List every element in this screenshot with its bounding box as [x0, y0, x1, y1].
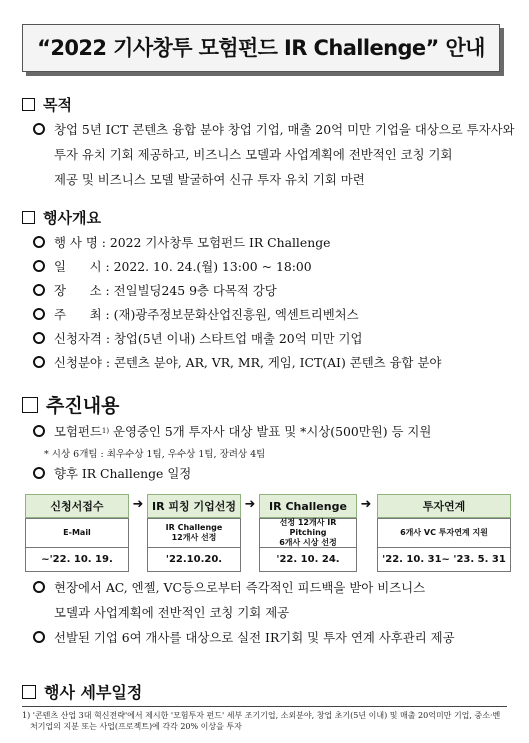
square-bullet-icon: [22, 98, 35, 111]
overview-item: 장 소 : 전일빌딩245 9층 다목적 강당: [33, 279, 513, 302]
section-purpose-heading: 목적: [22, 94, 72, 115]
circle-bullet-icon: [33, 308, 45, 320]
overview-item: 신청자격 : 창업(5년 이내) 스타트업 매출 20억 미만 기업: [33, 327, 513, 350]
stage-date: ~'22. 10. 19.: [25, 548, 129, 572]
circle-bullet-icon: [33, 260, 45, 272]
progress-item: 모험펀드 1) 운영중인 5개 투자사 대상 발표 및 *시상(500만원) 등 지원: [33, 420, 513, 443]
stage-date: '22.10.20.: [147, 548, 241, 572]
circle-bullet-icon: [33, 236, 45, 248]
circle-bullet-icon: [33, 332, 45, 344]
progress-item: 향후 IR Challenge 일정: [33, 462, 513, 485]
arrow-right-icon: ➜: [360, 497, 372, 512]
overview-item: 일 시 : 2022. 10. 24.(월) 13:00 ~ 18:00: [33, 255, 513, 278]
purpose-line-3: 제공 및 비즈니스 모델 발굴하여 신규 투자 유치 기회 마련: [54, 172, 365, 187]
arrow-right-icon: ➜: [132, 497, 144, 512]
circle-bullet-icon: [33, 425, 45, 437]
progress-item: 선발된 기업 6여 개사를 대상으로 실전 IR기회 및 투자 연계 사후관리 제공: [33, 626, 513, 649]
stage-title: 투자연계: [377, 494, 511, 518]
square-bullet-icon: [22, 211, 35, 224]
section-progress-heading: 추진내용: [22, 391, 119, 418]
section-schedule-heading: 행사 세부일정: [22, 680, 142, 703]
circle-bullet-icon: [33, 123, 45, 135]
overview-item: 주 최 : (재)광주정보문화산업진흥원, 엑센트리벤처스: [33, 303, 513, 326]
stage-body: 6개사 VC 투자연계 지원: [377, 518, 511, 548]
purpose-line-2: 투자 유치 기회 제공하고, 비즈니스 모델과 사업계획에 전반적인 코칭 기회: [54, 147, 453, 162]
progress-line-cont: 모델과 사업계획에 전반적인 코칭 기회 제공: [54, 605, 290, 620]
purpose-item: 창업 5년 ICT 콘텐츠 융합 분야 창업 기업, 매출 20억 미만 기업을 대상으로 투자사와: [33, 118, 513, 141]
square-bullet-icon: [22, 685, 36, 699]
circle-bullet-icon: [33, 356, 45, 368]
award-note: * 시상 6개팀 : 최우수상 1팀, 우수상 1팀, 장려상 4팀: [44, 449, 266, 460]
stage-date: '22. 10. 31~ '23. 5. 31: [377, 548, 511, 572]
square-bullet-icon: [22, 397, 38, 413]
progress-item: 현장에서 AC, 엔젤, VC등으로부터 즉각적인 피드백을 받아 비즈니스: [33, 576, 513, 599]
arrow-right-icon: ➜: [244, 497, 256, 512]
stage-title: IR 피칭 기업선정: [147, 494, 241, 518]
stage-body: E-Mail: [25, 518, 129, 548]
overview-item: 행 사 명 : 2022 기사창투 모험펀드 IR Challenge: [33, 231, 513, 254]
circle-bullet-icon: [33, 284, 45, 296]
stage-date: '22. 10. 24.: [259, 548, 357, 572]
circle-bullet-icon: [33, 581, 45, 593]
overview-item: 신청분야 : 콘텐츠 분야, AR, VR, MR, 게임, ICT(AI) 콘텐츠 융합 분야: [33, 351, 513, 374]
page-title: “2022 기사창투 모험펀드 IR Challenge” 안내: [37, 36, 485, 60]
stage-body: 선정 12개사 IR Pitching 6개사 시상 선정: [259, 518, 357, 548]
circle-bullet-icon: [33, 467, 45, 479]
title-box: [22, 24, 500, 72]
section-overview-heading: 행사개요: [22, 207, 101, 228]
stage-title: 신청서접수: [25, 494, 129, 518]
stage-title: IR Challenge: [259, 494, 357, 518]
circle-bullet-icon: [33, 631, 45, 643]
stage-body: IR Challenge 12개사 선정: [147, 518, 241, 548]
footnote-divider: [22, 706, 507, 707]
footnote: 1) '콘텐츠 산업 3대 혁신전략'에서 제시한 '모험투자 펀드' 세부 조기기업, 소외분야, 창업 초기(5년 이내) 및 매출 20억미만 기업, 중소·벤 처기업의 지분 또는 사업(프로젝트)에 각각 20% 이상을 투자: [22, 711, 501, 731]
